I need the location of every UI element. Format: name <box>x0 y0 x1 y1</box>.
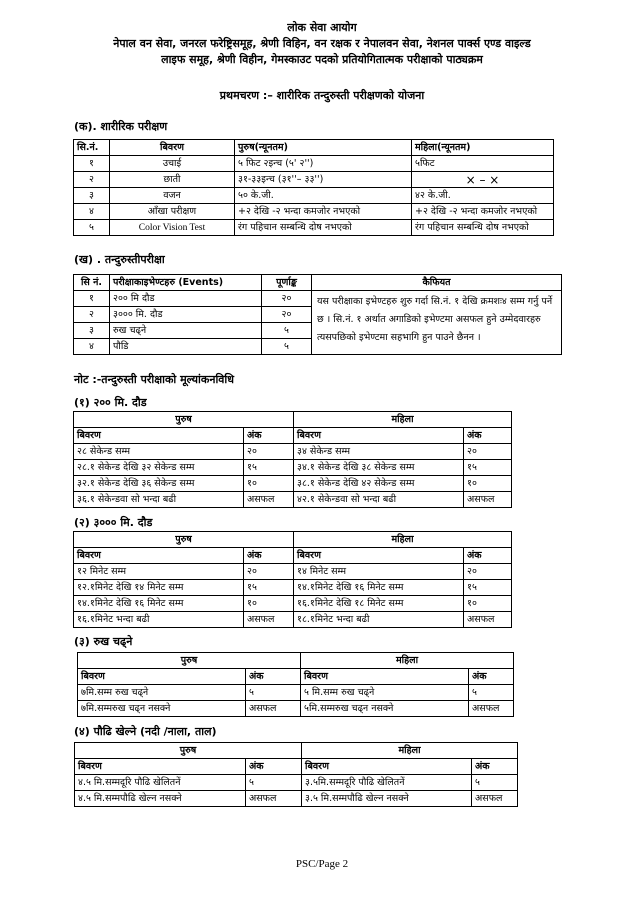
eval-200m-table <box>73 411 512 508</box>
cell: ४.५ मि.सम्मपौढि खेल्न नसक्ने <box>75 791 246 807</box>
cell: २० <box>262 307 312 323</box>
cell: १० <box>464 596 512 612</box>
col-desc: बिवरण <box>74 428 244 444</box>
col-events: परीक्षाकाइभेण्टहरु (Events) <box>110 275 262 291</box>
cell: १४.१मिनेट देखि १६ मिनेट सम्म <box>74 596 244 612</box>
table-row <box>74 204 554 220</box>
col-desc: बिवरण <box>294 428 464 444</box>
cell: ५ <box>246 685 301 701</box>
cell: ५ <box>469 685 514 701</box>
cell: ४.५ मि.सम्मदूरि पौढि खेलितनें <box>75 775 246 791</box>
col-full-marks: पूर्णाङ्क <box>262 275 312 291</box>
cell: उचाई <box>110 156 235 172</box>
cell: ३ <box>74 323 110 339</box>
cell: २८ सेकेन्ड सम्म <box>74 444 244 460</box>
table-row <box>74 492 512 508</box>
header-line-3: लाइफ समूह, श्रेणी विहीन, गेमस्काउट पदको प्रतियोगितात्मक परीक्षाको पाठ्यक्रम <box>161 53 483 66</box>
col-remarks: कैफियत <box>312 275 562 291</box>
col-sn: सि.नं. <box>74 140 110 156</box>
col-desc: बिवरण <box>110 140 235 156</box>
cell: +२ देखि -२ भन्दा कमजोर नभएको <box>235 204 412 220</box>
cell: ५ <box>246 775 302 791</box>
cell: छाती <box>110 172 235 188</box>
female-header: महिला <box>302 743 518 759</box>
cell: ३ <box>74 188 110 204</box>
cell: ३४.१ सेकेन्ड देखि ३८ सेकेन्ड सम्म <box>294 460 464 476</box>
cell: असफल <box>246 701 301 717</box>
cell: ३.५ मि.सम्मपौढि खेल्न नसक्ने <box>302 791 472 807</box>
table-row <box>74 220 554 236</box>
eval-3000m-title: (२) ३००० मि. दौड <box>74 516 153 529</box>
table-row <box>75 775 518 791</box>
cell: असफल <box>464 492 512 508</box>
cell: ५० के.जी. <box>235 188 412 204</box>
cell: ३६.१ सेकेन्डवा सो भन्दा बढी <box>74 492 244 508</box>
cell: १० <box>464 476 512 492</box>
cell: २८.१ सेकेन्ड देखि ३२ सेकेन्ड सम्म <box>74 460 244 476</box>
cell: १८.१मिनेट भन्दा बढी <box>294 612 464 628</box>
org-title: लोक सेवा आयोग <box>287 21 357 34</box>
table-row <box>74 172 554 188</box>
cell: १५ <box>244 580 294 596</box>
cell: ५ फिट २इन्च (५' २'') <box>235 156 412 172</box>
eval-swimming-table <box>74 742 518 807</box>
cell: २० <box>244 564 294 580</box>
cell: २० <box>464 564 512 580</box>
col-sn: सि नं. <box>74 275 110 291</box>
header-line-2: नेपाल वन सेवा, जनरल फरेष्ट्रिसमूह, श्रेणी विहिन, वन रक्षक र नेपालवन सेवा, नेशनल पार्क्स एण्ड वाइल्ड <box>113 37 531 50</box>
col-marks: अंक <box>244 548 294 564</box>
cell: असफल <box>469 701 514 717</box>
cell: पौडि <box>110 339 262 355</box>
cell: ५ मि.सम्म रुख चढ्ने <box>301 685 469 701</box>
cell: १ <box>74 156 110 172</box>
cell: १ <box>74 291 110 307</box>
table-row <box>78 701 514 717</box>
cell: असफल <box>464 612 512 628</box>
male-header: पुरुष <box>74 412 294 428</box>
cell: ७मि.सम्म रुख चढ्ने <box>78 685 246 701</box>
col-desc: बिवरण <box>302 759 472 775</box>
cell: ३००० मि. दौड <box>110 307 262 323</box>
cell: १५ <box>464 460 512 476</box>
plan-title: प्रथमचरण :– शारीरिक तन्दुरुस्ती परीक्षणको योजना <box>219 89 425 102</box>
col-marks: अंक <box>246 759 302 775</box>
male-header: पुरुष <box>75 743 302 759</box>
cell: ३.५मि.सम्मदूरि पौढि खेलितनें <box>302 775 472 791</box>
col-marks: अंक <box>246 669 301 685</box>
cell: +२ देखि -२ भन्दा कमजोर नभएको <box>412 204 554 220</box>
eval-tree-climb-title: (३) रुख चढ्ने <box>74 635 133 648</box>
table-row <box>74 188 554 204</box>
table-row <box>78 685 514 701</box>
cell: वजन <box>110 188 235 204</box>
cell: ४ <box>74 339 110 355</box>
cell: असफल <box>244 492 294 508</box>
cell: १६.१मिनेट देखि १८ मिनेट सम्म <box>294 596 464 612</box>
cell: ५ <box>262 339 312 355</box>
cell: ५ <box>262 323 312 339</box>
table-row <box>74 564 512 580</box>
table-row <box>74 460 512 476</box>
cell: आँखा परीक्षण <box>110 204 235 220</box>
table-row <box>74 156 554 172</box>
table-row <box>74 596 512 612</box>
cell: २०० मि दौड <box>110 291 262 307</box>
cell: ५फिट <box>412 156 554 172</box>
cell: रंग पहिचान सम्बन्धि दोष नभएको <box>412 220 554 236</box>
cell: ३२.१ सेकेन्ड देखि ३६ सेकेन्ड सम्म <box>74 476 244 492</box>
page-footer: PSC/Page 2 <box>295 858 349 870</box>
cell: १५ <box>244 460 294 476</box>
cell: रुख चढ्ने <box>110 323 262 339</box>
cell: २ <box>74 172 110 188</box>
cell: ७मि.सम्मरुख चढ्न नसक्ने <box>78 701 246 717</box>
eval-swimming-title: (४) पौढि खेल्ने (नदी /नाला, ताल) <box>74 725 217 738</box>
fitness-events-table <box>73 274 562 355</box>
table-row <box>74 476 512 492</box>
remarks-cell: यस परीक्षाका इभेण्टहरु शुरु गर्दा सि.नं. १ देखि क्रमशः४ सम्म गर्नु पर्ने छ । सि.नं. १ अर्थात अगाडिको इभेण्टमा असफल हुने उम्मेदवारहरु त्यसपछिको इभेण्टमा सहभागि हुन पाउने छैनन । <box>312 291 562 355</box>
cell: १२.१मिनेट देखि १४ मिनेट सम्म <box>74 580 244 596</box>
section-ka-title: (क). शारीरिक परीक्षण <box>74 120 168 133</box>
col-marks: अंक <box>472 759 518 775</box>
cell: असफल <box>246 791 302 807</box>
col-marks: अंक <box>244 428 294 444</box>
col-marks: अंक <box>469 669 514 685</box>
cell: रंग पहिचान सम्बन्धि दोष नभएको <box>235 220 412 236</box>
cell: १० <box>244 596 294 612</box>
cell: × – × <box>412 172 554 188</box>
table-row <box>74 580 512 596</box>
cell: असफल <box>472 791 518 807</box>
cell: १० <box>244 476 294 492</box>
table-row <box>74 291 562 307</box>
cell: १२ मिनेट सम्म <box>74 564 244 580</box>
cell: असफल <box>244 612 294 628</box>
cell: ३८.१ सेकेन्ड देखि ४२ सेकेन्ड सम्म <box>294 476 464 492</box>
cell: ४२.१ सेकेन्डवा सो भन्दा बढी <box>294 492 464 508</box>
female-header: महिला <box>294 412 512 428</box>
cell: १४.१मिनेट देखि १६ मिनेट सम्म <box>294 580 464 596</box>
female-header: महिला <box>301 653 514 669</box>
cell: ५ <box>74 220 110 236</box>
cell: २ <box>74 307 110 323</box>
col-desc: बिवरण <box>75 759 246 775</box>
cell: १४ मिनेट सम्म <box>294 564 464 580</box>
cell: ४ <box>74 204 110 220</box>
cell: ४२ के.जी. <box>412 188 554 204</box>
eval-3000m-table <box>73 531 512 628</box>
cell: ३१-३३इन्च (३१''– ३३'') <box>235 172 412 188</box>
col-male: पुरुष(न्यूनतम) <box>235 140 412 156</box>
cell: २० <box>244 444 294 460</box>
eval-tree-climb-table <box>77 652 514 717</box>
male-header: पुरुष <box>78 653 301 669</box>
table-row <box>75 791 518 807</box>
col-marks: अंक <box>464 428 512 444</box>
female-header: महिला <box>294 532 512 548</box>
cell: १६.१मिनेट भन्दा बढी <box>74 612 244 628</box>
cell: ५ <box>472 775 518 791</box>
table-row <box>74 444 512 460</box>
physical-test-table <box>73 139 554 236</box>
cell: २० <box>464 444 512 460</box>
col-desc: बिवरण <box>78 669 246 685</box>
evaluation-note: नोट :-तन्दुरुस्ती परीक्षाको मूल्यांकनविधि <box>74 373 235 386</box>
cell: ३४ सेकेन्ड सम्म <box>294 444 464 460</box>
male-header: पुरुष <box>74 532 294 548</box>
cell: Color Vision Test <box>110 220 235 236</box>
col-desc: बिवरण <box>301 669 469 685</box>
cell: १५ <box>464 580 512 596</box>
cell: ५मि.सम्मरुख चढ्न नसक्ने <box>301 701 469 717</box>
col-female: महिला(न्यूनतम) <box>412 140 554 156</box>
section-kha-title: (ख) . तन्दुरुस्तीपरीक्षा <box>74 253 165 266</box>
col-desc: बिवरण <box>74 548 244 564</box>
table-row <box>74 612 512 628</box>
cell: २० <box>262 291 312 307</box>
col-marks: अंक <box>464 548 512 564</box>
col-desc: बिवरण <box>294 548 464 564</box>
eval-200m-title: (१) २०० मि. दौड <box>74 396 147 409</box>
